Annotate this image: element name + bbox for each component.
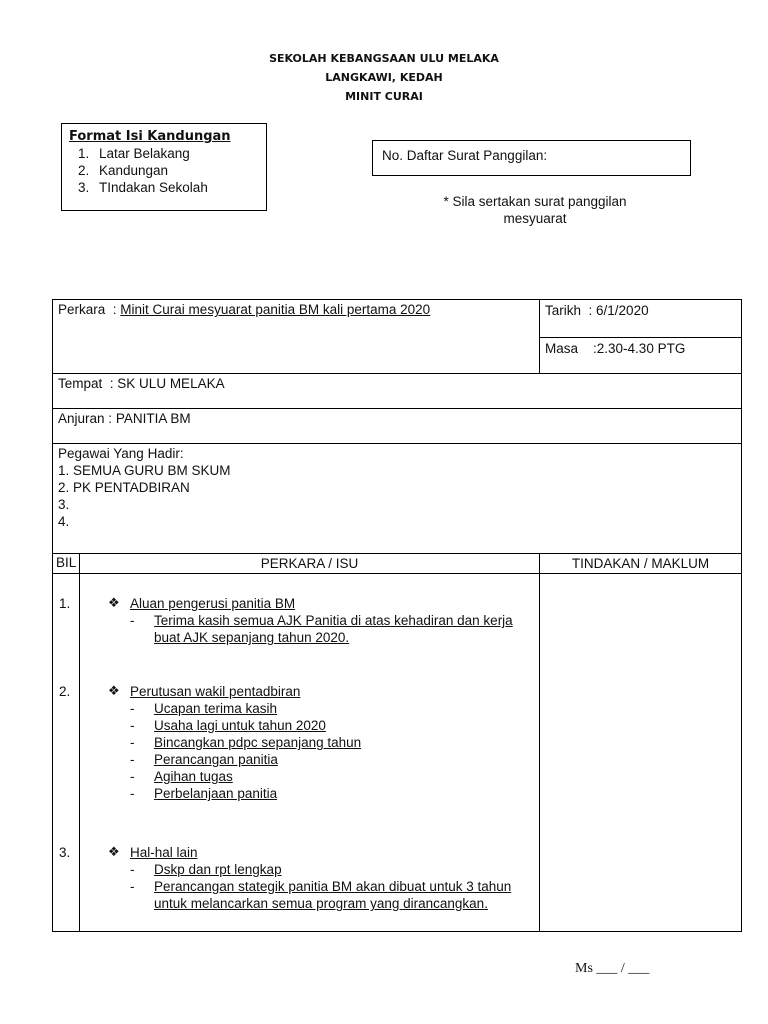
pegawai-item: 4. <box>58 514 70 529</box>
daftar-surat-field: No. Daftar Surat Panggilan: <box>372 140 691 176</box>
format-title: Format Isi Kandungan <box>69 129 231 144</box>
agenda-point: Bincangkan pdpc sepanjang tahun <box>154 735 362 750</box>
agenda-title: Aluan pengerusi panitia BM <box>130 596 296 611</box>
agenda-point: Agihan tugas <box>154 769 233 784</box>
masa-value: :2.30-4.30 PTG <box>593 341 686 356</box>
diamond-bullet-icon: ❖ <box>108 845 120 860</box>
tindakan-column <box>540 574 742 932</box>
agenda-point: Perancangan panitia <box>154 752 278 767</box>
agenda-title: Perutusan wakil pentadbiran <box>130 684 301 699</box>
tarikh-value: 6/1/2020 <box>596 303 649 318</box>
pegawai-label: Pegawai Yang Hadir: <box>58 446 184 461</box>
agenda-point: Usaha lagi untuk tahun 2020 <box>154 718 326 733</box>
masa-label: Masa <box>545 341 579 356</box>
agenda-point: Dskp dan rpt lengkap <box>154 862 282 877</box>
anjuran-label: Anjuran <box>58 411 105 426</box>
agenda-item: ❖ Perutusan wakil pentadbiran - Ucapan terima kasih - Usaha lagi untuk tahun 2020 - Bincangkan pdpc sepanjang tahun - Perancangan panitia - Agihan tugas - Perbelanjaan panitia <box>108 683 528 802</box>
header-isu: PERKARA / ISU <box>80 554 540 574</box>
isu-column <box>80 574 540 932</box>
format-box <box>61 123 267 211</box>
pegawai-item: 2. PK PENTADBIRAN <box>58 480 190 495</box>
anjuran-value: PANITIA BM <box>115 411 191 426</box>
page-number-field: Ms ___ / ___ <box>575 961 650 976</box>
tempat-value: SK ULU MELAKA <box>117 376 225 391</box>
item-number: 3. <box>59 845 71 860</box>
minutes-table <box>52 299 742 932</box>
format-item: 3. TIndakan Sekolah <box>93 179 266 196</box>
bil-column <box>53 574 80 932</box>
item-number: 2. <box>59 684 71 699</box>
item-number: 1. <box>59 596 71 611</box>
document-header <box>0 49 768 106</box>
agenda-title: Hal-hal lain <box>130 845 198 860</box>
document-title: MINIT CURAI <box>345 90 423 103</box>
agenda-item: ❖ Hal-hal lain - Dskp dan rpt lengkap - Perancangan stategik panitia BM akan dibuat untuk 3 tahun untuk melancarkan semua program yang dirancangkan. <box>108 844 528 912</box>
tempat-cell: Tempat : SK ULU MELAKA <box>53 374 742 409</box>
note-line: mesyuarat <box>503 211 567 226</box>
pegawai-item: 1. SEMUA GURU BM SKUM <box>58 463 231 478</box>
header-tindakan: TINDAKAN / MAKLUM <box>540 554 742 574</box>
agenda-point: Terima kasih semua AJK Panitia di atas kehadiran dan kerja buat AJK sepanjang tahun 2020. <box>154 613 513 645</box>
format-item: 1. Latar Belakang <box>93 145 266 162</box>
perkara-value: Minit Curai mesyuarat panitia BM kali pertama 2020 <box>120 302 431 317</box>
format-item: 2. Kandungan <box>93 162 266 179</box>
agenda-item: ❖ Aluan pengerusi panitia BM - Terima kasih semua AJK Panitia di atas kehadiran dan kerja buat AJK sepanjang tahun 2020. <box>108 595 528 646</box>
perkara-cell: Perkara : Minit Curai mesyuarat panitia BM kali pertama 2020 <box>53 300 540 374</box>
diamond-bullet-icon: ❖ <box>108 684 120 699</box>
perkara-label: Perkara <box>58 302 106 317</box>
agenda-point: Perancangan stategik panitia BM akan dibuat untuk 3 tahun untuk melancarkan semua program yang dirancangkan. <box>154 879 512 911</box>
anjuran-cell: Anjuran : PANITIA BM <box>53 409 742 444</box>
school-name: SEKOLAH KEBANGSAAN ULU MELAKA <box>269 52 499 65</box>
pegawai-item: 3. <box>58 497 70 512</box>
school-location: LANGKAWI, KEDAH <box>325 71 443 84</box>
note-line: * Sila sertakan surat panggilan <box>443 194 627 209</box>
agenda-point: Ucapan terima kasih <box>154 701 278 716</box>
tarikh-label: Tarikh <box>545 303 582 318</box>
agenda-point: Perbelanjaan panitia <box>154 786 278 801</box>
masa-cell <box>540 338 742 374</box>
pegawai-cell <box>53 444 742 554</box>
tempat-label: Tempat <box>58 376 103 391</box>
diamond-bullet-icon: ❖ <box>108 596 120 611</box>
attachment-note <box>420 193 650 227</box>
format-list <box>69 145 266 196</box>
header-bil: BIL <box>53 554 80 574</box>
tarikh-cell: Tarikh : 6/1/2020 <box>540 300 742 338</box>
